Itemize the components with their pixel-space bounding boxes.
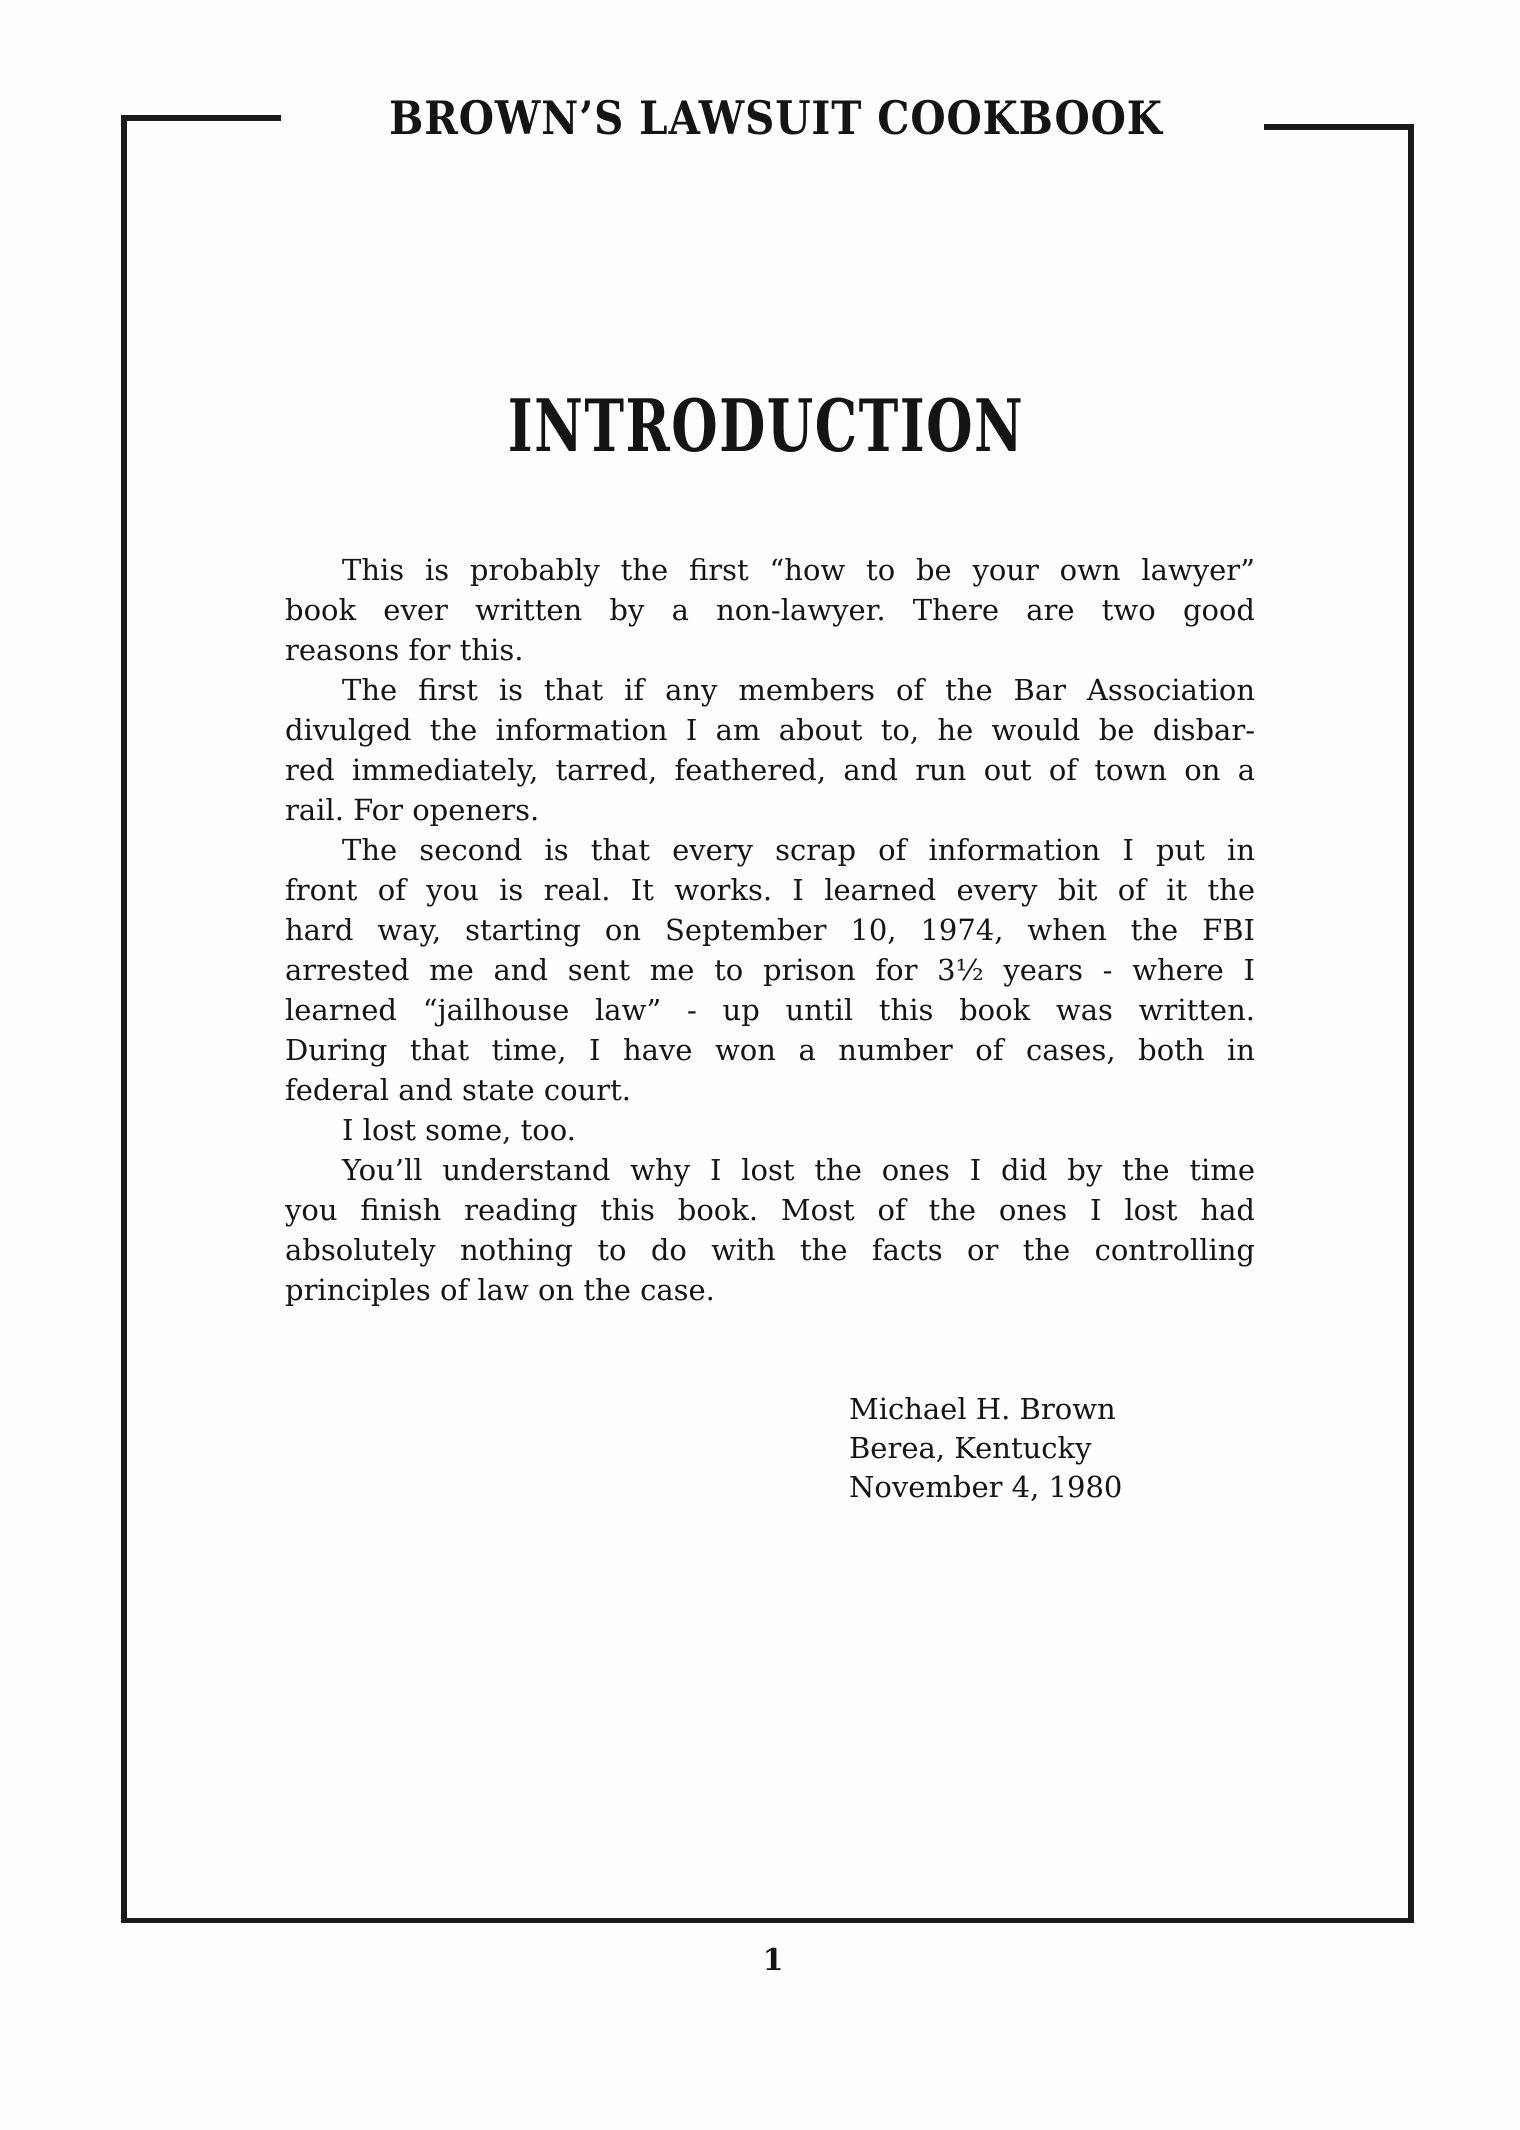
frame-top-rule-left xyxy=(121,115,281,121)
text-line: The first is that if any members of the Bar Association xyxy=(342,673,1255,707)
paragraph xyxy=(285,1150,1255,1310)
body-text xyxy=(285,550,1255,1310)
text-line: federal and state court. xyxy=(285,1073,631,1107)
text-line: you finish reading this book. Most of the ones I lost had xyxy=(285,1193,1255,1227)
text-line: This is probably the first “how to be your own lawyer” xyxy=(342,553,1255,587)
paragraph xyxy=(285,550,1255,670)
frame-left-rule xyxy=(121,115,127,1923)
frame-top-rule-right xyxy=(1264,124,1414,130)
signature-location: Berea, Kentucky xyxy=(849,1431,1092,1465)
paragraph xyxy=(285,1110,1255,1150)
text-line: absolutely nothing to do with the facts or the controlling xyxy=(285,1233,1255,1267)
signature-name: Michael H. Brown xyxy=(849,1392,1116,1426)
text-line: arrested me and sent me to prison for 3½ years - where I xyxy=(285,953,1255,987)
section-title: INTRODUCTION xyxy=(507,383,1025,468)
frame-right-rule xyxy=(1408,124,1414,1923)
frame-bottom-rule xyxy=(121,1918,1414,1923)
text-line: learned “jailhouse law” - up until this book was written. xyxy=(285,993,1255,1027)
text-line: I lost some, too. xyxy=(342,1113,576,1147)
running-head-book-title: BROWN’S LAWSUIT COOKBOOK xyxy=(389,91,1163,145)
text-line: reasons for this. xyxy=(285,633,524,667)
text-line: principles of law on the case. xyxy=(285,1273,715,1307)
text-line: rail. For openers. xyxy=(285,793,540,827)
signature-block xyxy=(849,1390,1122,1507)
paragraph xyxy=(285,670,1255,830)
text-line: The second is that every scrap of information I put in xyxy=(342,833,1255,867)
text-line: divulged the information I am about to, he would be disbar- xyxy=(285,713,1255,747)
text-line: hard way, starting on September 10, 1974, when the FBI xyxy=(285,913,1255,947)
signature-date: November 4, 1980 xyxy=(849,1470,1123,1504)
text-line: front of you is real. It works. I learned every bit of it the xyxy=(285,873,1255,907)
page-number: 1 xyxy=(762,1943,784,1978)
paragraph xyxy=(285,830,1255,1110)
text-line: During that time, I have won a number of cases, both in xyxy=(285,1033,1255,1067)
text-line: You’ll understand why I lost the ones I did by the time xyxy=(342,1153,1255,1187)
text-line: book ever written by a non-lawyer. There are two good xyxy=(285,593,1255,627)
text-line: red immediately, tarred, feathered, and run out of town on a xyxy=(285,753,1255,787)
